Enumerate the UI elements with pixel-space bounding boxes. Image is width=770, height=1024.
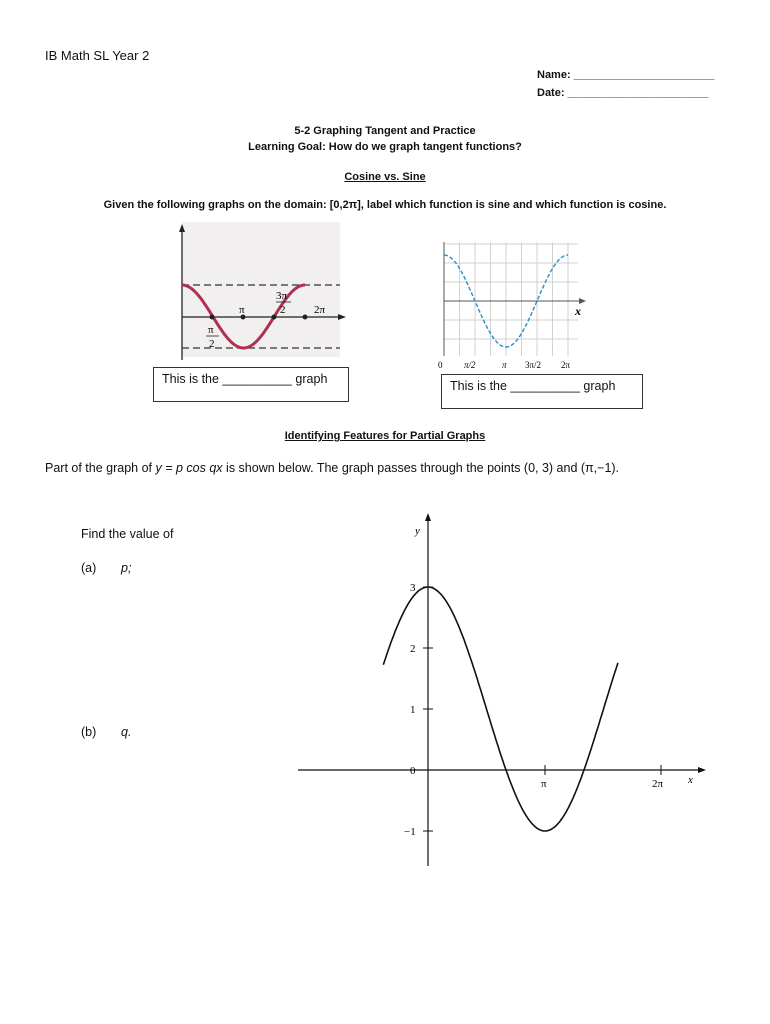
graph1-tick-2: 2	[280, 304, 286, 316]
main-x-arrow	[698, 767, 706, 773]
label-y2: 2	[410, 643, 416, 655]
graph1-dot-3pi-half	[272, 315, 277, 320]
section-heading-partial-graphs: Identifying Features for Partial Graphs	[284, 430, 486, 442]
graph1-tick-2-den: 2	[209, 338, 215, 350]
graph2-x-label: x	[575, 304, 581, 318]
part-a-label: (a)	[81, 561, 97, 575]
main-curve	[383, 587, 618, 831]
graph2-tick-pi-half: π/2	[464, 360, 476, 370]
part-b	[81, 725, 131, 739]
main-y-arrow	[425, 513, 431, 521]
cosine-graph	[168, 222, 350, 362]
name-field[interactable]: Name: _______________________	[537, 69, 715, 81]
sine-graph	[438, 238, 588, 370]
problem-text-after: is shown below. The graph passes through the points (0, 3) and (π,−1).	[222, 461, 620, 475]
find-value-text: Find the value of	[81, 527, 174, 541]
part-b-var: q.	[121, 725, 132, 739]
section-heading-cosine-sine: Cosine vs. Sine	[344, 171, 426, 183]
part-b-label: (b)	[81, 725, 97, 739]
graph1-tick-2pi: 2π	[314, 304, 326, 316]
problem-text-before: Part of the graph of	[45, 461, 156, 475]
course-title: IB Math SL Year 2	[45, 48, 150, 63]
instruction-text: Given the following graphs on the domain: [0,2π], label which function is sine and which function is cosine.	[103, 199, 667, 211]
graph2-tick-2pi: 2π	[561, 360, 571, 370]
partial-cosine-graph	[290, 510, 715, 875]
graph2-tick-pi: π	[502, 360, 507, 370]
name-date-block	[537, 66, 714, 102]
graph2-tick-0: 0	[438, 360, 443, 370]
main-y-label: y	[415, 525, 420, 537]
date-field[interactable]: Date: _______________________	[537, 87, 709, 99]
part-a	[81, 561, 131, 575]
label-ym1: −1	[404, 826, 416, 838]
graph1-dot-pi-half	[210, 315, 215, 320]
problem-statement	[45, 461, 619, 475]
problem-equation: y = p cos qx	[155, 461, 223, 475]
label-y0: 0	[410, 765, 416, 777]
label-y1: 1	[410, 704, 416, 716]
graph1-answer-box[interactable]: This is the __________ graph	[153, 367, 349, 402]
graph1-tick-3pi: 3π	[276, 290, 288, 302]
graph2-answer-box[interactable]: This is the __________ graph	[441, 374, 643, 409]
label-xpi: π	[541, 778, 547, 790]
label-x2pi: 2π	[652, 778, 664, 790]
main-x-label: x	[688, 774, 693, 786]
graph1-dot-2pi	[303, 315, 308, 320]
graph1-x-arrow	[338, 314, 346, 320]
label-y3: 3	[410, 582, 416, 594]
worksheet-title: 5-2 Graphing Tangent and Practice	[294, 125, 476, 137]
part-a-var: p;	[121, 561, 132, 575]
graph1-tick-pi-num: π	[208, 324, 214, 336]
graph2-grid	[444, 242, 578, 356]
learning-goal: Learning Goal: How do we graph tangent functions?	[248, 141, 522, 153]
graph2-tick-3pi-half: 3π/2	[525, 360, 542, 370]
graph1-tick-pi: π	[239, 304, 245, 316]
